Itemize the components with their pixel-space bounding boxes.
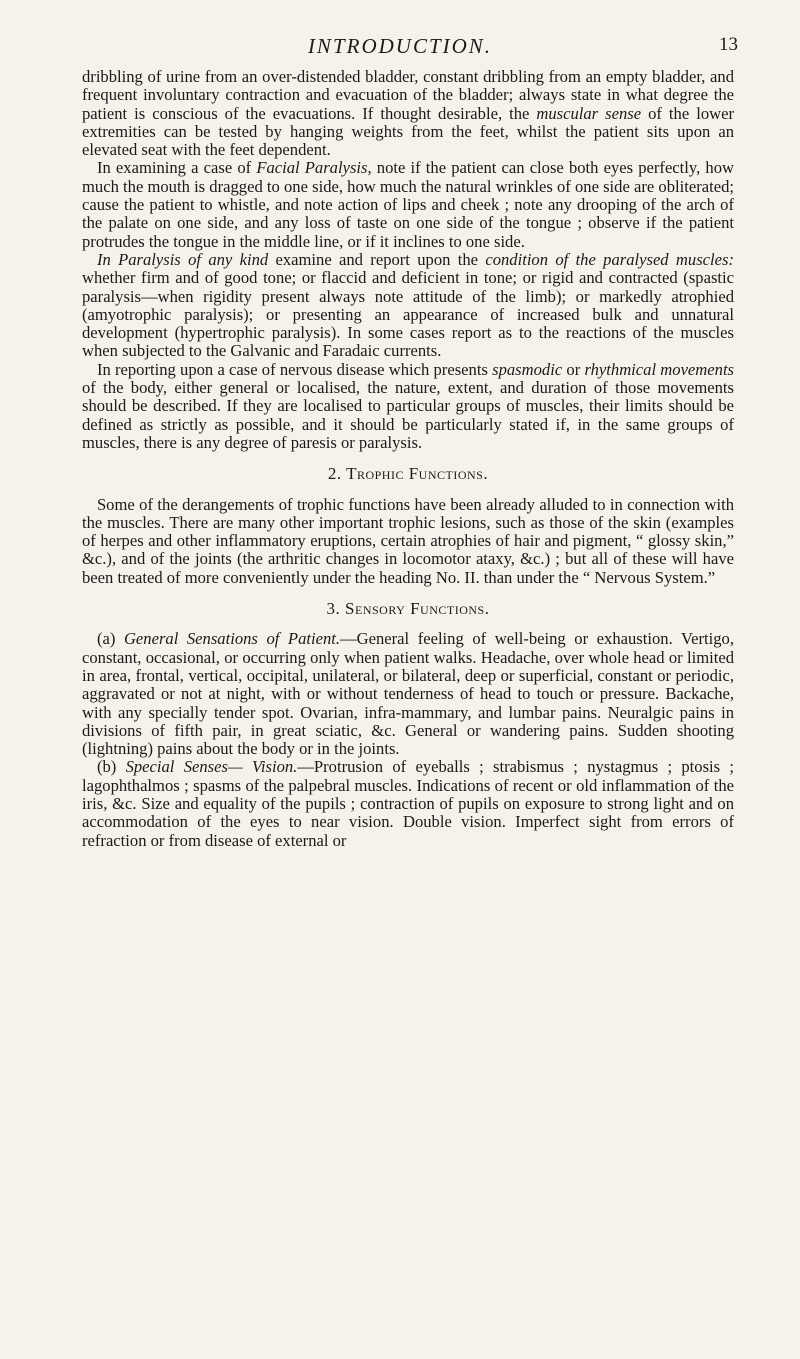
body-text bbox=[82, 68, 734, 850]
page-number: 13 bbox=[719, 34, 738, 55]
italic-run: condition of the paralysed muscles: bbox=[485, 249, 734, 269]
text-run: note if the patient can close both eyes perfectly, how much the mouth is dragged to one side, how much the natural wrinkles of one side are obliterated; cause the patient to whistle, and note action of lips and cheek ; note any drooping of the arch of the palate on one side, and any loss of taste on one side of the tongue ; observe if the patient protrudes the tongue in the middle line, or if it inclines to one side. bbox=[82, 158, 734, 251]
text-run: of the body, either general or localised, the nature, extent, and duration of those movements should be described. If they are localised to particular groups of muscles, their limits should be defined as strictly as possible, and it should be particularly stated if, in the same groups of muscles, there is any degree of paresis or paralysis. bbox=[82, 378, 734, 452]
text-run: In examining a case of bbox=[96, 158, 257, 178]
running-title: INTRODUCTION. bbox=[307, 34, 493, 58]
paragraph-special-senses bbox=[82, 758, 734, 849]
paragraph-bladder bbox=[82, 68, 734, 159]
text-run: In reporting upon a case of nervous disease which presents bbox=[96, 359, 493, 379]
paragraph-trophic bbox=[82, 496, 734, 587]
text-run: examine and report upon the bbox=[268, 249, 486, 269]
paragraph-spasmodic-movements bbox=[82, 361, 734, 452]
italic-run: muscular sense bbox=[536, 103, 642, 123]
text-run: (b) bbox=[96, 757, 126, 777]
italic-run: General Sensations of Patient. bbox=[123, 629, 341, 649]
text-run: —Protrusion of eyeballs ; strabismus ; nystagmus ; ptosis ; lagophthalmos ; spasms of the palpebral muscles. Indications of recent or old inflammation of the iris, &c. Size and equality of the pupils ; contraction of pupils on exposure to strong light and on accommodation of the eyes to near vision. Double vision. Imperfect sight from errors of refraction or from disease of external or bbox=[82, 757, 734, 850]
text-run: or bbox=[562, 359, 585, 379]
italic-run: Facial Paralysis, bbox=[256, 158, 372, 178]
text-run: whether firm and of good tone; or flaccid and deficient in tone; or rigid and contracted (spastic paralysis—when rigidity present always note attitude of the limb); or markedly atrophied (amyotrophic paralysis); or presenting an appearance of increased bulk and unnatural development (hypertrophic paralysis). In some cases report as to the reactions of the muscles when subjected to the Galvanic and Faradaic currents. bbox=[82, 268, 734, 361]
text-run: Some of the derangements of trophic functions have been already alluded to in connection with the muscles. There are many other important trophic lesions, such as those of the skin (examples of herpes and other inflammatory eruptions, certain atrophies of hair and pigment, “ glossy skin,” &c.), and of the joints (the arthritic changes in locomotor ataxy, &c.) ; but all of these will have been treated of more conveniently under the heading No. II. than under the “ Nervous System.” bbox=[82, 494, 734, 587]
italic-run: Special Senses— Vision. bbox=[125, 757, 298, 777]
text-run: dribbling of urine from an over-distended bladder, constant dribbling from an empty bladder, and frequent involuntary contraction and evacuation of the bladder; always state in what degree the patient is conscious of the evacuations. If thought desirable, the bbox=[82, 67, 734, 123]
text-run: (a) bbox=[96, 629, 124, 649]
paragraph-general-sensations bbox=[82, 630, 734, 758]
italic-run: spasmodic bbox=[492, 359, 563, 379]
running-head bbox=[0, 34, 800, 58]
section-heading-sensory: 3. Sensory Functions. bbox=[326, 599, 490, 619]
section-heading-trophic: 2. Trophic Functions. bbox=[327, 464, 489, 484]
italic-run: In Paralysis of any kind bbox=[96, 249, 269, 269]
paragraph-paralysis-any-kind bbox=[82, 251, 734, 361]
text-run: —General feeling of well-being or exhaustion. Vertigo, constant, occasional, or occurring only when patient walks. Headache, over whole head or limited in area, frontal, vertical, occipital, unilateral, or bilateral, deep or superficial, constant or periodic, aggravated or not at night, with or without tenderness of head to touch or pressure. Backache, with any specially tender spot. Ovarian, infra-mammary, and lumbar pains. Neuralgic pains in divisions of fifth pair, in great sciatic, &c. General or wandering pains. Sudden shooting (lightning) pains about the body or in the joints. bbox=[82, 629, 734, 759]
text-run: of the lower extremities can be tested by hanging weights from the feet, whilst the patient sits upon an elevated seat with the feet dependent. bbox=[82, 103, 734, 160]
italic-run: rhythmical movements bbox=[584, 359, 735, 379]
paragraph-facial-paralysis bbox=[82, 159, 734, 250]
